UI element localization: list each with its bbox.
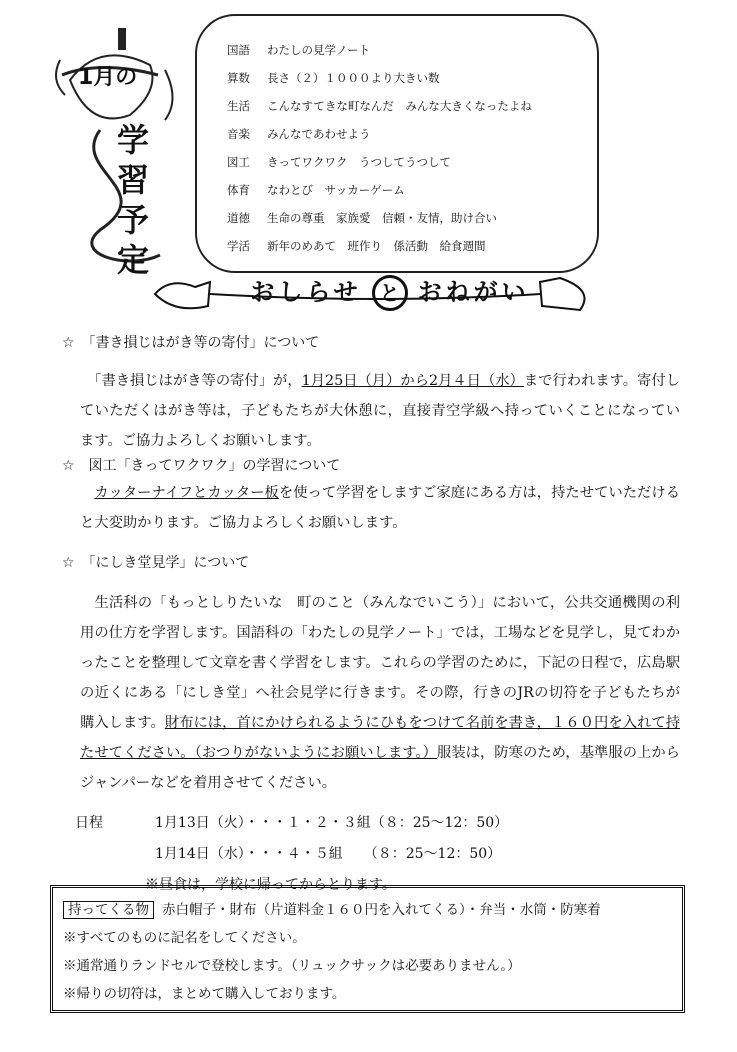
body-text: まで行われます。寄付していただくはがき等は，子どもたちが大休憩に，直接青空学級へ持っていくことになっています。ご協力よろしくお願いします。 [80,373,680,449]
subject-name: 図工 [227,155,250,169]
subject-topic: 生命の尊重 家族愛 信頼・友情，助け合い [267,211,497,225]
learning-plan-title [108,120,158,280]
subject-topic: 長さ（２）１０００より大きい数 [267,71,440,85]
wallet-instructions: 財布には，首にかけられるようにひもをつけて名前を書き，１６０円を入れて持たせてください。（おつりがないようにお願いします。） [80,715,680,761]
schedule-row [227,232,587,260]
subject-topic: みんなであわせよう [267,127,371,141]
itinerary-row: 1月14日（水）・・・４・５組 （８：25〜12：50） [155,846,502,862]
schedule-row [227,120,587,148]
title-char: 予 [116,201,149,239]
cutter-items: カッターナイフとカッター板 [94,485,279,501]
subject-topic: なわとび サッカーゲーム [267,183,405,197]
donation-period: 1月25日（月）から2月４日（水） [301,373,524,389]
schedule-row [227,176,587,204]
section-body-trip [80,588,680,798]
body-text: を使って学習をしますご家庭にある方は，持たせていただけると大変助かります。ご協力よろしくお願いします。 [80,485,680,531]
subject-name: 体育 [227,183,250,197]
body-text: 生活科の「もっとしりたいな 町のこと（みんなでいこう）」において，公共交通機関の利用の仕方を学習します。国語科の「わたしの見学ノート」では，工場などを見学し，見てわかったことを整理して文章を書く学習をします。これらの学習のために，下記の日程で，広島駅の近くにある「にしき堂」へ社会見学に行きます。その際，行きのJRの切符を子どもたちが購入します。 [80,595,680,731]
itinerary-row: 1月13日（火）・・・１・２・３組（８：25〜12：50） [155,815,509,831]
notice-banner-title [215,272,565,312]
subject-name: 国語 [227,43,250,57]
title-char: 習 [116,161,149,199]
bring-note: ※通常通りランドセルで登校します。（リュックサックは必要ありません。） [63,958,521,974]
schedule-row [227,64,587,92]
month-label: 1月の [78,65,138,90]
banner-oshirase: おしらせ [250,278,362,306]
section-body-postcard [80,366,680,456]
subject-name: 学活 [227,239,250,253]
bring-note: ※帰りの切符は，まとめて購入しております。 [63,986,346,1002]
title-char: 定 [116,241,149,279]
subject-topic: きってワクワク うつしてうつして [267,155,451,169]
subject-topic: わたしの見学ノート [267,43,371,57]
body-text: 「書き損じはがき等の寄付」が， [94,373,302,389]
section-title-art: ☆ 図工「きってワクワク」の学習について [62,458,341,474]
items-to-bring-box [50,885,685,1013]
items-to-bring-list: 赤白帽子・財布（片道料金１６０円を入れてくる）・弁当・水筒・防寒着 [162,902,601,918]
schedule-row [227,92,587,120]
title-char: 学 [116,121,149,159]
bring-note: ※すべてのものに記名をしてください。 [63,930,306,946]
subject-name: 音楽 [227,127,250,141]
lunch-note: ※昼食は，学校に帰ってからとります。 [145,877,396,893]
schedule-bubble [195,14,599,273]
subject-name: 算数 [227,71,250,85]
items-to-bring-label: 持ってくる物 [63,901,154,919]
subject-topic: こんなすてきな町なんだ みんな大きくなったよね [267,99,532,113]
itinerary-label: 日程 [75,815,103,831]
banner-onegai: おねがい [417,278,530,306]
section-body-art [80,478,680,538]
schedule-row [227,148,587,176]
schedule-row [227,36,587,64]
section-title-postcard: ☆ 「書き損じはがき等の寄付」について [62,335,320,351]
subject-schedule-list [227,36,587,260]
subject-name: 生活 [227,99,250,113]
section-title-trip: ☆ 「にしき堂見学」について [62,555,250,571]
schedule-row [227,204,587,232]
banner-to: と [372,275,408,311]
subject-name: 道徳 [227,211,250,225]
subject-topic: 新年のめあて 班作り 係活動 給食週間 [267,239,486,253]
body-text: 服装は，防寒のため，基準服の上からジャンパーなどを着用させてください。 [80,745,680,791]
